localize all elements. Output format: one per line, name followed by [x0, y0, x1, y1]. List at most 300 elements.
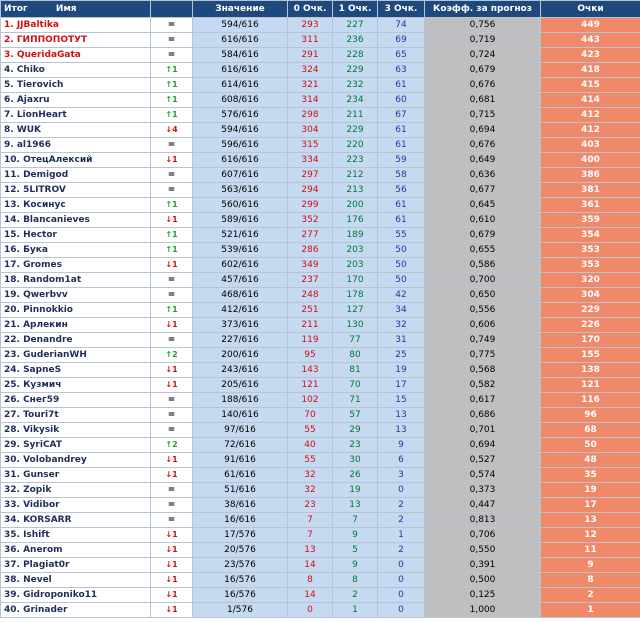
points-cell: 400: [541, 153, 640, 168]
table-row: [1, 543, 640, 558]
table-row: [1, 363, 640, 378]
zero-points-cell: 286: [288, 243, 333, 258]
points-cell: 116: [541, 393, 640, 408]
rank-cell: 3. QueridaGata: [1, 48, 151, 63]
rank-cell: 29. SyriCAT: [1, 438, 151, 453]
rank-cell: 4. Chiko: [1, 63, 151, 78]
one-point-cell: 2: [333, 588, 378, 603]
table-row: [1, 438, 640, 453]
coefficient-cell: 0,749: [425, 333, 541, 348]
rank-cell: 9. al1966: [1, 138, 151, 153]
three-points-cell: 50: [378, 258, 425, 273]
movement-cell: =: [151, 288, 193, 303]
movement-cell: =: [151, 18, 193, 33]
rank-cell: 31. Gunser: [1, 468, 151, 483]
three-points-cell: 3: [378, 468, 425, 483]
coefficient-cell: 0,606: [425, 318, 541, 333]
points-cell: 353: [541, 243, 640, 258]
movement-cell: ↑2: [151, 348, 193, 363]
table-header: [1, 1, 640, 18]
one-point-cell: 189: [333, 228, 378, 243]
value-cell: 91/616: [193, 453, 288, 468]
three-points-cell: 0: [378, 558, 425, 573]
rank-cell: 1. JJBaltika: [1, 18, 151, 33]
one-point-cell: 220: [333, 138, 378, 153]
table-row: [1, 318, 640, 333]
value-cell: 200/616: [193, 348, 288, 363]
zero-points-cell: 7: [288, 513, 333, 528]
movement-cell: ↓4: [151, 123, 193, 138]
three-points-cell: 32: [378, 318, 425, 333]
coefficient-cell: 0,655: [425, 243, 541, 258]
rank-cell: 10. ОтецАлексий: [1, 153, 151, 168]
rank-cell: 17. Gromes: [1, 258, 151, 273]
points-cell: 361: [541, 198, 640, 213]
header-one[interactable]: 1 Очк.: [333, 1, 378, 18]
zero-points-cell: 352: [288, 213, 333, 228]
zero-points-cell: 55: [288, 453, 333, 468]
movement-cell: =: [151, 423, 193, 438]
movement-cell: ↓1: [151, 318, 193, 333]
value-cell: 20/576: [193, 543, 288, 558]
table-row: [1, 258, 640, 273]
zero-points-cell: 311: [288, 33, 333, 48]
one-point-cell: 227: [333, 18, 378, 33]
value-cell: 539/616: [193, 243, 288, 258]
movement-cell: ↓1: [151, 528, 193, 543]
rank-cell: 40. Grinader: [1, 603, 151, 618]
value-cell: 616/616: [193, 63, 288, 78]
table-row: [1, 393, 640, 408]
three-points-cell: 34: [378, 303, 425, 318]
one-point-cell: 8: [333, 573, 378, 588]
three-points-cell: 65: [378, 48, 425, 63]
points-cell: 17: [541, 498, 640, 513]
one-point-cell: 5: [333, 543, 378, 558]
points-cell: 11: [541, 543, 640, 558]
table-row: [1, 288, 640, 303]
table-row: [1, 303, 640, 318]
value-cell: 576/616: [193, 108, 288, 123]
coefficient-cell: 0,500: [425, 573, 541, 588]
one-point-cell: 19: [333, 483, 378, 498]
coefficient-cell: 0,645: [425, 198, 541, 213]
movement-cell: =: [151, 408, 193, 423]
zero-points-cell: 70: [288, 408, 333, 423]
one-point-cell: 127: [333, 303, 378, 318]
rank-cell: 12. 5LITROV: [1, 183, 151, 198]
three-points-cell: 50: [378, 243, 425, 258]
coefficient-cell: 0,724: [425, 48, 541, 63]
three-points-cell: 74: [378, 18, 425, 33]
movement-cell: ↓1: [151, 378, 193, 393]
one-point-cell: 7: [333, 513, 378, 528]
coefficient-cell: 0,582: [425, 378, 541, 393]
zero-points-cell: 324: [288, 63, 333, 78]
value-cell: 584/616: [193, 48, 288, 63]
coefficient-cell: 0,568: [425, 363, 541, 378]
header-value[interactable]: Значение: [193, 1, 288, 18]
zero-points-cell: 297: [288, 168, 333, 183]
three-points-cell: 13: [378, 423, 425, 438]
table-row: [1, 198, 640, 213]
header-name: Имя: [55, 3, 77, 14]
table-row: [1, 123, 640, 138]
one-point-cell: 57: [333, 408, 378, 423]
table-row: [1, 348, 640, 363]
three-points-cell: 50: [378, 273, 425, 288]
zero-points-cell: 349: [288, 258, 333, 273]
movement-cell: ↓1: [151, 258, 193, 273]
one-point-cell: 203: [333, 258, 378, 273]
one-point-cell: 200: [333, 198, 378, 213]
one-point-cell: 80: [333, 348, 378, 363]
coefficient-cell: 0,686: [425, 408, 541, 423]
movement-cell: =: [151, 393, 193, 408]
zero-points-cell: 32: [288, 468, 333, 483]
points-cell: 320: [541, 273, 640, 288]
one-point-cell: 29: [333, 423, 378, 438]
zero-points-cell: 277: [288, 228, 333, 243]
three-points-cell: 2: [378, 543, 425, 558]
one-point-cell: 77: [333, 333, 378, 348]
value-cell: 16/616: [193, 513, 288, 528]
points-cell: 12: [541, 528, 640, 543]
rank-cell: 20. Pinnokkio: [1, 303, 151, 318]
coefficient-cell: 0,679: [425, 63, 541, 78]
value-cell: 51/616: [193, 483, 288, 498]
movement-cell: =: [151, 33, 193, 48]
rank-cell: 11. Demigod: [1, 168, 151, 183]
value-cell: 97/616: [193, 423, 288, 438]
one-point-cell: 229: [333, 123, 378, 138]
points-cell: 403: [541, 138, 640, 153]
three-points-cell: 60: [378, 93, 425, 108]
movement-cell: =: [151, 138, 193, 153]
header-rank[interactable]: Итог Имя: [1, 1, 151, 18]
three-points-cell: 59: [378, 153, 425, 168]
zero-points-cell: 299: [288, 198, 333, 213]
movement-cell: ↓1: [151, 543, 193, 558]
zero-points-cell: 23: [288, 498, 333, 513]
rank-cell: 18. Random1at: [1, 273, 151, 288]
movement-cell: ↑1: [151, 108, 193, 123]
coefficient-cell: 0,701: [425, 423, 541, 438]
zero-points-cell: 14: [288, 588, 333, 603]
rank-cell: 25. Кузмич: [1, 378, 151, 393]
table-row: [1, 468, 640, 483]
coefficient-cell: 0,527: [425, 453, 541, 468]
points-cell: 68: [541, 423, 640, 438]
zero-points-cell: 121: [288, 378, 333, 393]
one-point-cell: 1: [333, 603, 378, 618]
table-row: [1, 18, 640, 33]
table-row: [1, 588, 640, 603]
movement-cell: ↓1: [151, 363, 193, 378]
value-cell: 614/616: [193, 78, 288, 93]
zero-points-cell: 40: [288, 438, 333, 453]
rank-cell: 36. Anerom: [1, 543, 151, 558]
coefficient-cell: 0,694: [425, 438, 541, 453]
table-body: [1, 18, 640, 618]
movement-cell: ↑1: [151, 198, 193, 213]
table-row: [1, 33, 640, 48]
movement-cell: ↑1: [151, 228, 193, 243]
table-row: [1, 603, 640, 618]
zero-points-cell: 251: [288, 303, 333, 318]
one-point-cell: 176: [333, 213, 378, 228]
zero-points-cell: 294: [288, 183, 333, 198]
points-cell: 359: [541, 213, 640, 228]
points-cell: 386: [541, 168, 640, 183]
three-points-cell: 25: [378, 348, 425, 363]
three-points-cell: 17: [378, 378, 425, 393]
one-point-cell: 229: [333, 63, 378, 78]
zero-points-cell: 95: [288, 348, 333, 363]
value-cell: 1/576: [193, 603, 288, 618]
header-coef[interactable]: Коэфф. за прогноз: [425, 1, 541, 18]
coefficient-cell: 0,694: [425, 123, 541, 138]
points-cell: 96: [541, 408, 640, 423]
points-cell: 354: [541, 228, 640, 243]
value-cell: 602/616: [193, 258, 288, 273]
points-cell: 2: [541, 588, 640, 603]
rank-cell: 39. Gidroponiko11: [1, 588, 151, 603]
rank-cell: 24. SapneS: [1, 363, 151, 378]
one-point-cell: 9: [333, 558, 378, 573]
movement-cell: ↑1: [151, 78, 193, 93]
one-point-cell: 223: [333, 153, 378, 168]
points-cell: 50: [541, 438, 640, 453]
value-cell: 188/616: [193, 393, 288, 408]
one-point-cell: 232: [333, 78, 378, 93]
points-cell: 229: [541, 303, 640, 318]
three-points-cell: 61: [378, 198, 425, 213]
movement-cell: ↓1: [151, 588, 193, 603]
zero-points-cell: 293: [288, 18, 333, 33]
value-cell: 23/576: [193, 558, 288, 573]
value-cell: 38/616: [193, 498, 288, 513]
three-points-cell: 42: [378, 288, 425, 303]
zero-points-cell: 0: [288, 603, 333, 618]
value-cell: 16/576: [193, 573, 288, 588]
coefficient-cell: 0,617: [425, 393, 541, 408]
rank-cell: 2. ГИППОПОТУТ: [1, 33, 151, 48]
zero-points-cell: 143: [288, 363, 333, 378]
rank-cell: 30. Volobandrey: [1, 453, 151, 468]
points-cell: 449: [541, 18, 640, 33]
one-point-cell: 9: [333, 528, 378, 543]
table-row: [1, 573, 640, 588]
points-cell: 412: [541, 108, 640, 123]
three-points-cell: 6: [378, 453, 425, 468]
movement-cell: ↑1: [151, 93, 193, 108]
value-cell: 16/576: [193, 588, 288, 603]
zero-points-cell: 321: [288, 78, 333, 93]
table-row: [1, 453, 640, 468]
coefficient-cell: 0,650: [425, 288, 541, 303]
one-point-cell: 228: [333, 48, 378, 63]
points-cell: 412: [541, 123, 640, 138]
value-cell: 594/616: [193, 123, 288, 138]
rank-cell: 22. Denandre: [1, 333, 151, 348]
value-cell: 521/616: [193, 228, 288, 243]
one-point-cell: 234: [333, 93, 378, 108]
table-row: [1, 228, 640, 243]
three-points-cell: 67: [378, 108, 425, 123]
movement-cell: =: [151, 48, 193, 63]
points-cell: 138: [541, 363, 640, 378]
zero-points-cell: 14: [288, 558, 333, 573]
value-cell: 596/616: [193, 138, 288, 153]
coefficient-cell: 0,676: [425, 138, 541, 153]
rank-cell: 23. GuderianWH: [1, 348, 151, 363]
coefficient-cell: 0,556: [425, 303, 541, 318]
coefficient-cell: 0,679: [425, 228, 541, 243]
movement-cell: ↓1: [151, 153, 193, 168]
zero-points-cell: 315: [288, 138, 333, 153]
value-cell: 140/616: [193, 408, 288, 423]
points-cell: 155: [541, 348, 640, 363]
table-row: [1, 63, 640, 78]
rank-cell: 32. Zopik: [1, 483, 151, 498]
coefficient-cell: 0,391: [425, 558, 541, 573]
three-points-cell: 0: [378, 588, 425, 603]
rank-cell: 21. Арлекин: [1, 318, 151, 333]
zero-points-cell: 13: [288, 543, 333, 558]
points-cell: 415: [541, 78, 640, 93]
rank-cell: 38. Nevel: [1, 573, 151, 588]
movement-cell: ↓1: [151, 468, 193, 483]
value-cell: 594/616: [193, 18, 288, 33]
three-points-cell: 9: [378, 438, 425, 453]
movement-cell: ↓1: [151, 213, 193, 228]
value-cell: 589/616: [193, 213, 288, 228]
one-point-cell: 170: [333, 273, 378, 288]
rank-cell: 27. Touri7t: [1, 408, 151, 423]
one-point-cell: 212: [333, 168, 378, 183]
zero-points-cell: 7: [288, 528, 333, 543]
table-row: [1, 48, 640, 63]
coefficient-cell: 0,550: [425, 543, 541, 558]
rank-cell: 7. LionHeart: [1, 108, 151, 123]
header-row: [1, 1, 640, 18]
points-cell: 13: [541, 513, 640, 528]
value-cell: 457/616: [193, 273, 288, 288]
value-cell: 373/616: [193, 318, 288, 333]
rank-cell: 15. Hector: [1, 228, 151, 243]
points-cell: 443: [541, 33, 640, 48]
movement-cell: ↑1: [151, 63, 193, 78]
header-move: [151, 1, 193, 18]
coefficient-cell: 0,447: [425, 498, 541, 513]
zero-points-cell: 248: [288, 288, 333, 303]
three-points-cell: 0: [378, 573, 425, 588]
table-row: [1, 138, 640, 153]
header-zero[interactable]: 0 Очк.: [288, 1, 333, 18]
three-points-cell: 1: [378, 528, 425, 543]
points-cell: 35: [541, 468, 640, 483]
coefficient-cell: 0,373: [425, 483, 541, 498]
zero-points-cell: 314: [288, 93, 333, 108]
coefficient-cell: 0,125: [425, 588, 541, 603]
coefficient-cell: 0,586: [425, 258, 541, 273]
three-points-cell: 56: [378, 183, 425, 198]
value-cell: 17/576: [193, 528, 288, 543]
value-cell: 227/616: [193, 333, 288, 348]
one-point-cell: 71: [333, 393, 378, 408]
value-cell: 608/616: [193, 93, 288, 108]
rank-cell: 19. Qwerbvv: [1, 288, 151, 303]
zero-points-cell: 237: [288, 273, 333, 288]
rank-cell: 5. Tierovich: [1, 78, 151, 93]
three-points-cell: 15: [378, 393, 425, 408]
rank-cell: 34. KORSARR: [1, 513, 151, 528]
three-points-cell: 13: [378, 408, 425, 423]
movement-cell: =: [151, 168, 193, 183]
three-points-cell: 69: [378, 33, 425, 48]
table-row: [1, 273, 640, 288]
three-points-cell: 61: [378, 138, 425, 153]
table-row: [1, 528, 640, 543]
points-cell: 414: [541, 93, 640, 108]
value-cell: 61/616: [193, 468, 288, 483]
points-cell: 9: [541, 558, 640, 573]
zero-points-cell: 298: [288, 108, 333, 123]
one-point-cell: 236: [333, 33, 378, 48]
three-points-cell: 19: [378, 363, 425, 378]
points-cell: 48: [541, 453, 640, 468]
one-point-cell: 178: [333, 288, 378, 303]
value-cell: 563/616: [193, 183, 288, 198]
points-cell: 121: [541, 378, 640, 393]
movement-cell: =: [151, 333, 193, 348]
points-cell: 226: [541, 318, 640, 333]
table-row: [1, 108, 640, 123]
table-row: [1, 423, 640, 438]
one-point-cell: 26: [333, 468, 378, 483]
zero-points-cell: 304: [288, 123, 333, 138]
one-point-cell: 130: [333, 318, 378, 333]
points-cell: 353: [541, 258, 640, 273]
three-points-cell: 61: [378, 123, 425, 138]
points-cell: 418: [541, 63, 640, 78]
coefficient-cell: 1,000: [425, 603, 541, 618]
movement-cell: ↑1: [151, 303, 193, 318]
header-points[interactable]: Очки: [541, 1, 640, 18]
points-cell: 170: [541, 333, 640, 348]
one-point-cell: 70: [333, 378, 378, 393]
zero-points-cell: 102: [288, 393, 333, 408]
zero-points-cell: 291: [288, 48, 333, 63]
three-points-cell: 2: [378, 498, 425, 513]
points-cell: 423: [541, 48, 640, 63]
header-three[interactable]: 3 Очк.: [378, 1, 425, 18]
one-point-cell: 13: [333, 498, 378, 513]
table-row: [1, 333, 640, 348]
movement-cell: =: [151, 483, 193, 498]
coefficient-cell: 0,715: [425, 108, 541, 123]
one-point-cell: 81: [333, 363, 378, 378]
table-row: [1, 243, 640, 258]
zero-points-cell: 32: [288, 483, 333, 498]
coefficient-cell: 0,700: [425, 273, 541, 288]
value-cell: 205/616: [193, 378, 288, 393]
one-point-cell: 23: [333, 438, 378, 453]
value-cell: 243/616: [193, 363, 288, 378]
rank-cell: 26. Снег59: [1, 393, 151, 408]
zero-points-cell: 8: [288, 573, 333, 588]
